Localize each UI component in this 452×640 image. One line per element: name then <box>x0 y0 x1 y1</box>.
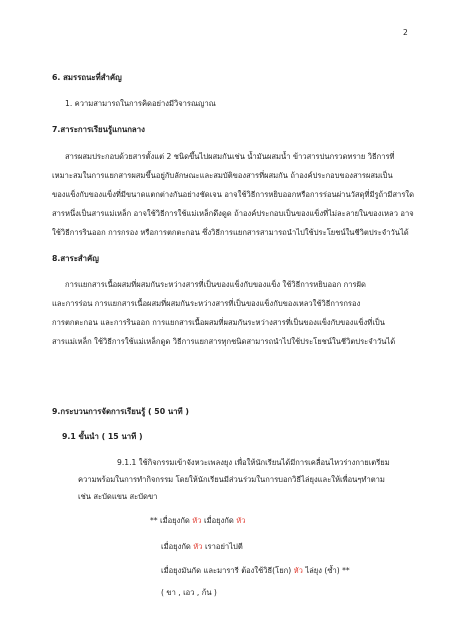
song-text: ไล่ยุง (ซ้ำ) ** <box>302 566 350 575</box>
song-highlight-word: หัว <box>293 566 303 575</box>
song-line-1 <box>150 516 246 526</box>
activity-line: ความพร้อมในการทำกิจกรรม โดยให้นักเรียนมีส่วนร่วมในการบอกวิธีไล่ยุงและให้เพื่อนๆทำตาม <box>78 475 385 484</box>
song-text: เราอย่าไปตี <box>202 542 243 551</box>
section6-item1: 1. ความสามารถในการคิดอย่างมีวิจารณญาณ <box>65 99 216 108</box>
section9-sub-heading: 9.1 ขั้นนำ ( 15 นาที ) <box>62 432 143 441</box>
section7-line: สารผสมประกอบด้วยสารตั้งแต่ 2 ชนิดขึ้นไปผสมกันเช่น น้ำมันผสมน้ำ ข้าวสารปนกรวดทราย วิธีการที่ <box>65 152 395 161</box>
song-line-4: ( ขา , เอว , ก้น ) <box>161 588 217 597</box>
section8-heading: 8.สาระสำคัญ <box>52 254 99 263</box>
song-highlight-word: หัว <box>236 516 246 525</box>
page-number: 2 <box>403 28 408 37</box>
section8-line: และการร่อน การแยกสารเนื้อผสมที่ผสมกันระหว่างสารที่เป็นของแข็งกับของเหลวใช้วิธีการกรอง <box>52 299 361 308</box>
section7-line: สารหนึ่งเป็นสารแม่เหล็ก อาจใช้วิธีการใช้แม่เหล็กดึงดูด ถ้าองค์ประกอบเป็นของแข็งที่ไม่ละลายในของเหลว อาจ <box>52 209 414 218</box>
song-line-3 <box>161 566 350 576</box>
section7-heading: 7.สาระการเรียนรู้แกนกลาง <box>52 125 145 134</box>
song-highlight-word: หัว <box>192 516 202 525</box>
song-highlight-word: หัว <box>193 542 203 551</box>
activity-line: เช่น สะบัดแขน สะบัดขา <box>78 492 158 501</box>
section9-heading: 9.กระบวนการจัดการเรียนรู้ ( 50 นาที ) <box>52 407 189 416</box>
song-text: เมื่อยุงกัด <box>161 542 194 551</box>
section8-line: การแยกสารเนื้อผสมที่ผสมกันระหว่างสารที่เป็นของแข็งกับของแข็ง ใช้วิธีการหยิบออก การฝัด <box>65 280 366 289</box>
section7-line: เหมาะสมในการแยกสารผสมขึ้นอยู่กับลักษณะและสมบัติของสารที่ผสมกัน ถ้าองค์ประกอบของสารผสมเป็น <box>52 171 393 180</box>
section6-heading: 6. สมรรถนะที่สำคัญ <box>52 73 122 82</box>
section7-line: ใช้วิธีการรินออก การกรอง หรือการตกตะกอน ซึ่งวิธีการแยกสารสามารถนำไปใช้ประโยชน์ในชีวิตประจำวันได้ <box>52 228 409 237</box>
section8-line: สารแม่เหล็ก ใช้วิธีการใช้แม่เหล็กดูด วิธีการแยกสารทุกชนิดสามารถนำไปใช้ประโยชน์ในชีวิตประจำวันได้ <box>52 337 396 346</box>
song-line-2 <box>161 542 243 552</box>
song-text: ** เมื่อยุงกัด <box>150 516 193 525</box>
section7-line: ของแข็งกับของแข็งที่มีขนาดแตกต่างกันอย่างชัดเจน อาจใช้วิธีการหยิบออกหรือการร่อนผ่านวัสดุที่มีรูถ้ามีสารใด <box>52 190 415 199</box>
activity-line: 9.1.1 ใช้กิจกรรมเข้าจังหวะเพลงยุง เพื่อให้นักเรียนได้มีการเคลื่อนไหวร่างกายเตรียม <box>117 458 390 467</box>
section8-line: การตกตะกอน และการรินออก การแยกสารเนื้อผสมที่ผสมกันระหว่างสารที่เป็นของแข็งกับของแข็งที่เป็น <box>52 318 385 327</box>
song-text: เมื่อยุงมันกัด และมารารี ต้องใช้วิธี(โยก) <box>161 566 294 575</box>
song-text: เมื่อยุงกัด <box>201 516 237 525</box>
